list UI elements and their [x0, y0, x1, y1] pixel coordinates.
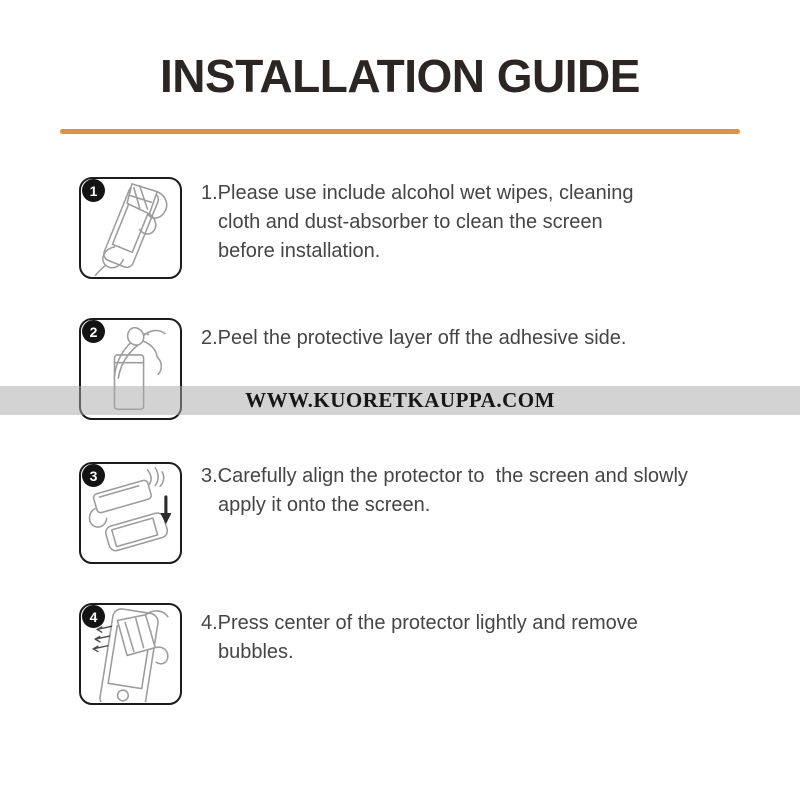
step-2-number-badge: 2 — [82, 320, 105, 343]
step-4-text — [201, 609, 761, 667]
step-4-row — [79, 603, 638, 705]
step-3-row — [79, 462, 688, 564]
step-1-row — [79, 177, 634, 279]
step-text-line: bubbles. — [218, 641, 294, 663]
step-text-line: 2.Peel the protective layer off the adhesive side. — [201, 327, 627, 349]
step-text-line: 3.Carefully align the protector to the screen and slowly — [201, 465, 688, 487]
step-1-illustration-box — [79, 177, 182, 279]
step-text-line: before installation. — [218, 240, 381, 262]
step-text-line: cloth and dust-absorber to clean the screen — [218, 211, 603, 233]
step-text-line: apply it onto the screen. — [218, 494, 431, 516]
watermark-band — [0, 386, 800, 415]
step-1-text — [201, 179, 761, 266]
step-1-number-badge: 1 — [82, 179, 105, 202]
step-2-text — [201, 324, 761, 353]
step-3-text — [201, 462, 761, 520]
title-divider — [60, 129, 740, 134]
step-text-line: 4.Press center of the protector lightly and remove — [201, 612, 638, 634]
step-4-number-badge: 4 — [82, 605, 105, 628]
step-3-illustration-box — [79, 462, 182, 564]
watermark-text: WWW.KUORETKAUPPA.COM — [245, 388, 555, 412]
page-title: INSTALLATION GUIDE — [160, 50, 640, 102]
step-text-line: 1.Please use include alcohol wet wipes, cleaning — [201, 182, 634, 204]
step-4-illustration-box — [79, 603, 182, 705]
step-3-number-badge: 3 — [82, 464, 105, 487]
